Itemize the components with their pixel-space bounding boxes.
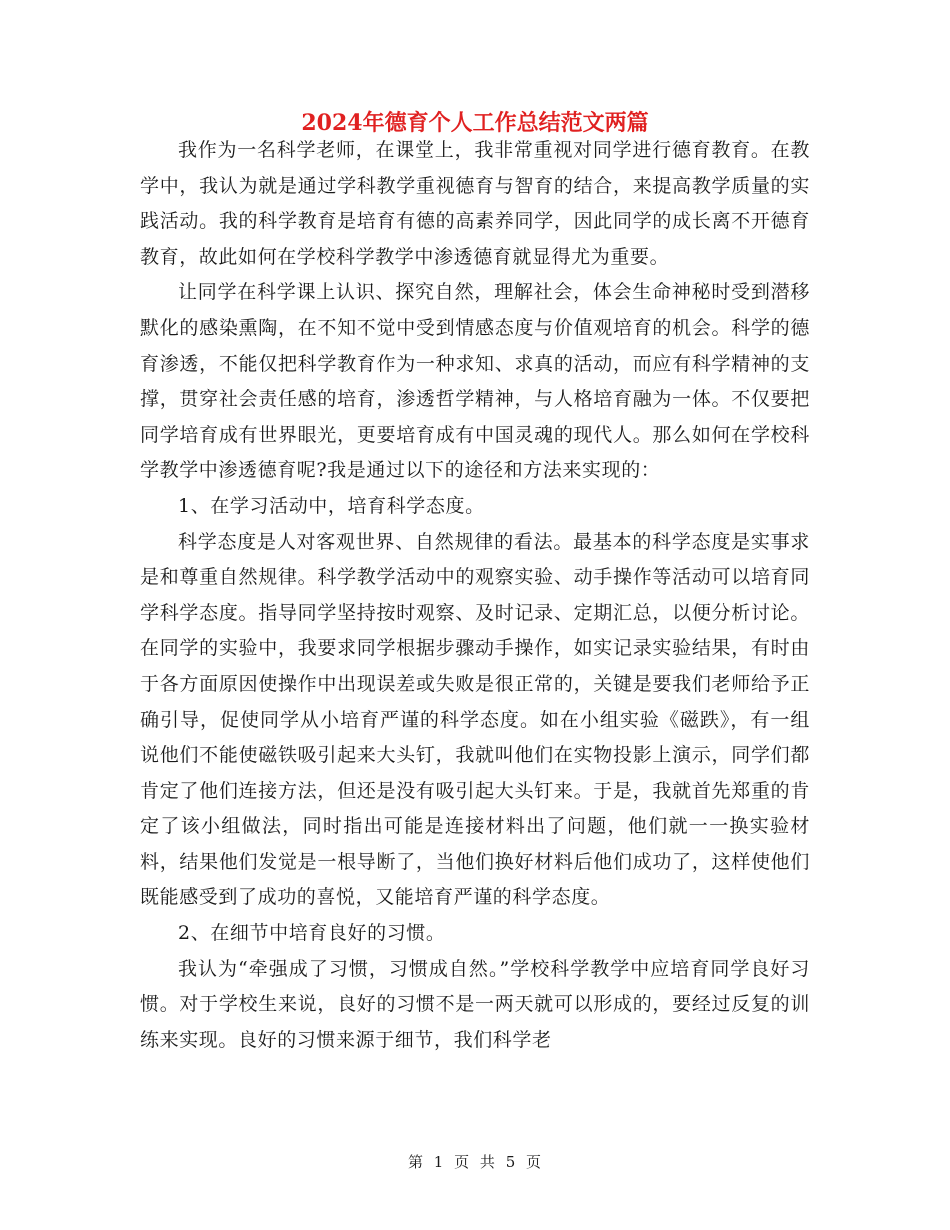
footer-total-prefix: 共 bbox=[479, 1153, 496, 1171]
footer-total-suffix: 页 bbox=[526, 1153, 543, 1171]
paragraph-good-habits: 我认为“牵强成了习惯，习惯成自然。”学校科学教学中应培育同学良好习惯。对于学校生来说，良好的习惯不是一两天就可以形成的，要经过反复的训练来实现。良好的习惯来源于细节，我们科学老 bbox=[140, 957, 810, 1051]
section-heading-1: 1、在学习活动中，培育科学态度。 bbox=[178, 494, 485, 517]
document-title: 2024年德育个人工作总结范文两篇 bbox=[301, 110, 649, 136]
paragraph-scientific-attitude: 科学态度是人对客观世界、自然规律的看法。最基本的科学态度是实事求是和尊重自然规律。科学教学活动中的观察实验、动手操作等活动可以培育同学科学态度。指导同学坚持按时观察、及时记录、定期汇总，以便分析讨论。在同学的实验中，我要求同学根据步骤动手操作，如实记录实验结果，有时由于各方面原因使操作中出现误差或失败是很正常的，关键是要我们老师给予正确引导，促使同学从小培育严谨的科学态度。如在小组实验《磁跌》，有一组说他们不能使磁铁吸引起来大头钉，我就叫他们在实物投影上演示，同学们都肯定了他们连接方法，但还是没有吸引起大头钉来。于是，我就首先郑重的肯定了该小组做法，同时指出可能是连接材料出了问题，他们就一一换实验材料，结果他们发觉是一根导断了，当他们换好材料后他们成功了，这样使他们既能感受到了成功的喜悦，又能培育严谨的科学态度。 bbox=[140, 530, 810, 909]
footer-total-pages: 5 bbox=[505, 1153, 517, 1171]
page-footer bbox=[0, 1152, 950, 1172]
paragraph-moral-penetration: 让同学在科学课上认识、探究自然，理解社会，体会生命神秘时受到潜移默化的感染熏陶，在不知不觉中受到情感态度与价值观培育的机会。科学的德育渗透，不能仅把科学教育作为一种求知、求真的活动，而应有科学精神的支撑，贯穿社会责任感的培育，渗透哲学精神，与人格培育融为一体。不仅要把同学培育成有世界眼光，更要培育成有中国灵魂的现代人。那么如何在学校科学教学中渗透德育呢?我是通过以下的途径和方法来实现的： bbox=[140, 281, 810, 482]
document-body bbox=[140, 133, 810, 1058]
footer-prefix: 第 bbox=[407, 1153, 424, 1171]
footer-current-page: 1 bbox=[433, 1153, 445, 1171]
section-heading-2: 2、在细节中培育良好的习惯。 bbox=[178, 922, 446, 945]
paragraph-intro: 我作为一名科学老师，在课堂上，我非常重视对同学进行德育教育。在教学中，我认为就是通过学科教学重视德育与智育的结合，来提高教学质量的实践活动。我的科学教育是培育有德的高素养同学，因此同学的成长离不开德育教育，故此如何在学校科学教学中渗透德育就显得尤为重要。 bbox=[140, 139, 810, 268]
footer-page-unit: 页 bbox=[454, 1153, 471, 1171]
